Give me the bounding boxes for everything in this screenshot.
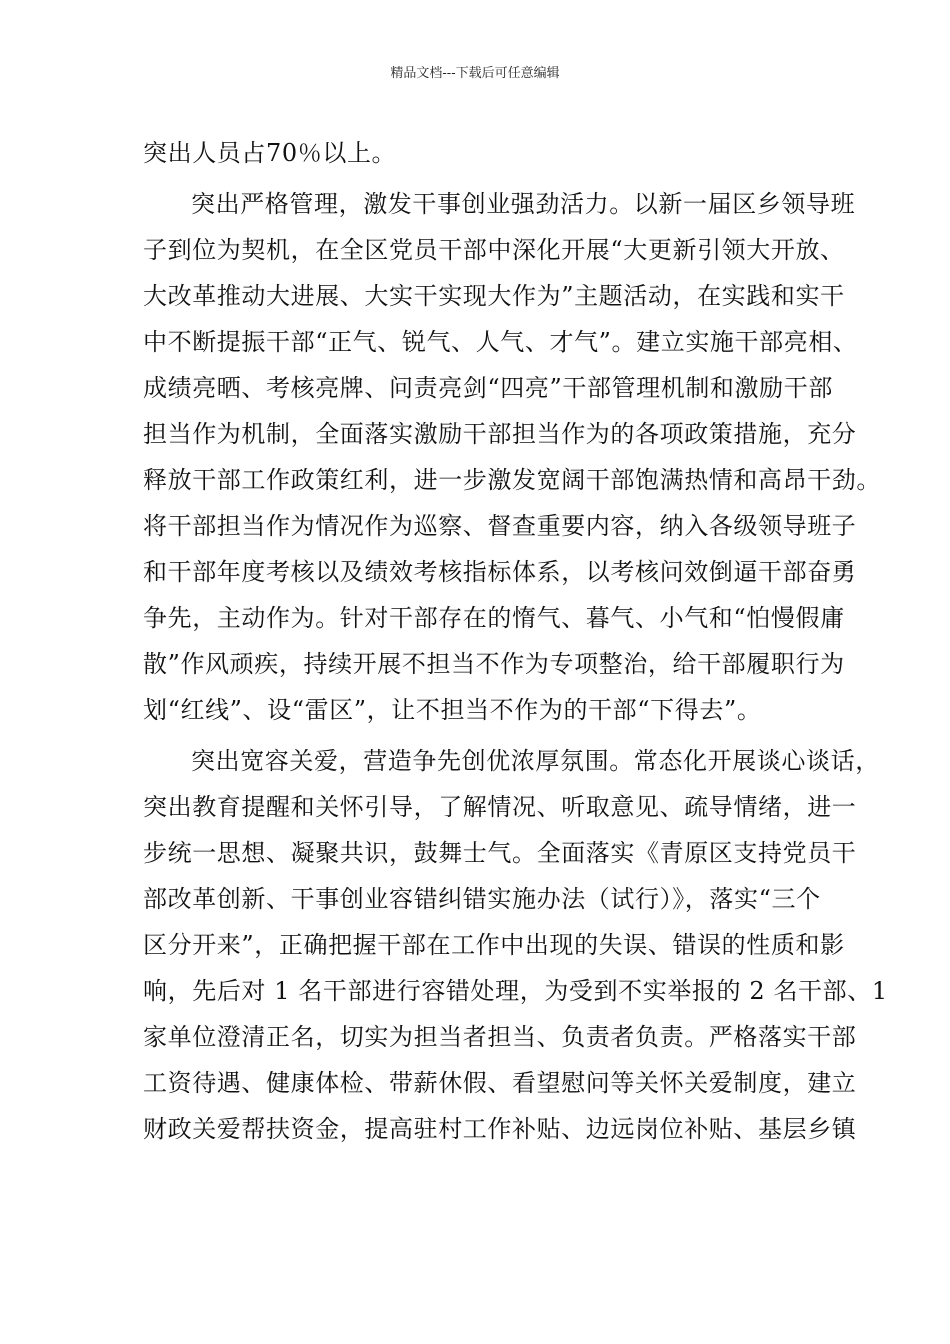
text-line: 步统一思想、凝聚共识，鼓舞士气。全面落实《青原区支持党员干 xyxy=(143,839,857,867)
text-line: 成绩亮晒、考核亮牌、问责亮剑“四亮”干部管理机制和激励干部 xyxy=(143,374,833,402)
paragraph-start-line: 突出严格管理，激发干事创业强劲活力。以新一届区乡领导班 xyxy=(191,190,856,218)
text-line: 子到位为契机，在全区党员干部中深化开展“大更新引领大开放、 xyxy=(143,236,845,264)
document-body xyxy=(143,130,888,1152)
text-line: 散”作风顽疾，持续开展不担当不作为专项整治，给干部履职行为 xyxy=(143,650,845,678)
page-header: 精品文档---下载后可任意编辑 xyxy=(390,66,560,81)
text-line: 区分开来”，正确把握干部在工作中出现的失误、错误的性质和影 xyxy=(143,931,845,959)
paragraph-start-line: 突出宽容关爱，营造争先创优浓厚氛围。常态化开展谈心谈话， xyxy=(191,747,880,775)
text-line: 突出教育提醒和关怀引导，了解情况、听取意见、疏导情绪，进一 xyxy=(143,793,857,821)
text-line: 家单位澄清正名，切实为担当者担当、负责者负责。严格落实干部 xyxy=(143,1023,857,1051)
text-line: 争先，主动作为。针对干部存在的惰气、暮气、小气和“怕慢假庸 xyxy=(143,604,845,632)
text-line: 部改革创新、干事创业容错纠错实施办法（试行）》，落实“三个 xyxy=(143,885,821,913)
text-line: 财政关爱帮扶资金，提高驻村工作补贴、边远岗位补贴、基层乡镇 xyxy=(143,1115,857,1143)
text-line: 和干部年度考核以及绩效考核指标体系，以考核问效倒逼干部奋勇 xyxy=(143,558,857,586)
text-line: 担当作为机制，全面落实激励干部担当作为的各项政策措施，充分 xyxy=(143,420,857,448)
text-line: 响，先后对 1 名干部进行容错处理，为受到不实举报的 2 名干部、1 xyxy=(143,977,888,1005)
text-line: 划“红线”、设“雷区”，让不担当不作为的干部“下得去”。 xyxy=(143,696,762,724)
text-line: 中不断提振干部“正气、锐气、人气、才气”。建立实施干部亮相、 xyxy=(143,328,858,356)
text-line: 工资待遇、健康体检、带薪休假、看望慰问等关怀关爱制度，建立 xyxy=(143,1069,857,1097)
text-line: 将干部担当作为情况作为巡察、督查重要内容，纳入各级领导班子 xyxy=(143,512,857,540)
text-line: 突出人员占70％以上。 xyxy=(143,139,397,167)
text-line: 释放干部工作政策红利，进一步激发宽阔干部饱满热情和高昂干劲。 xyxy=(143,466,881,494)
text-line: 大改革推动大进展、大实干实现大作为”主题活动，在实践和实干 xyxy=(143,282,845,310)
